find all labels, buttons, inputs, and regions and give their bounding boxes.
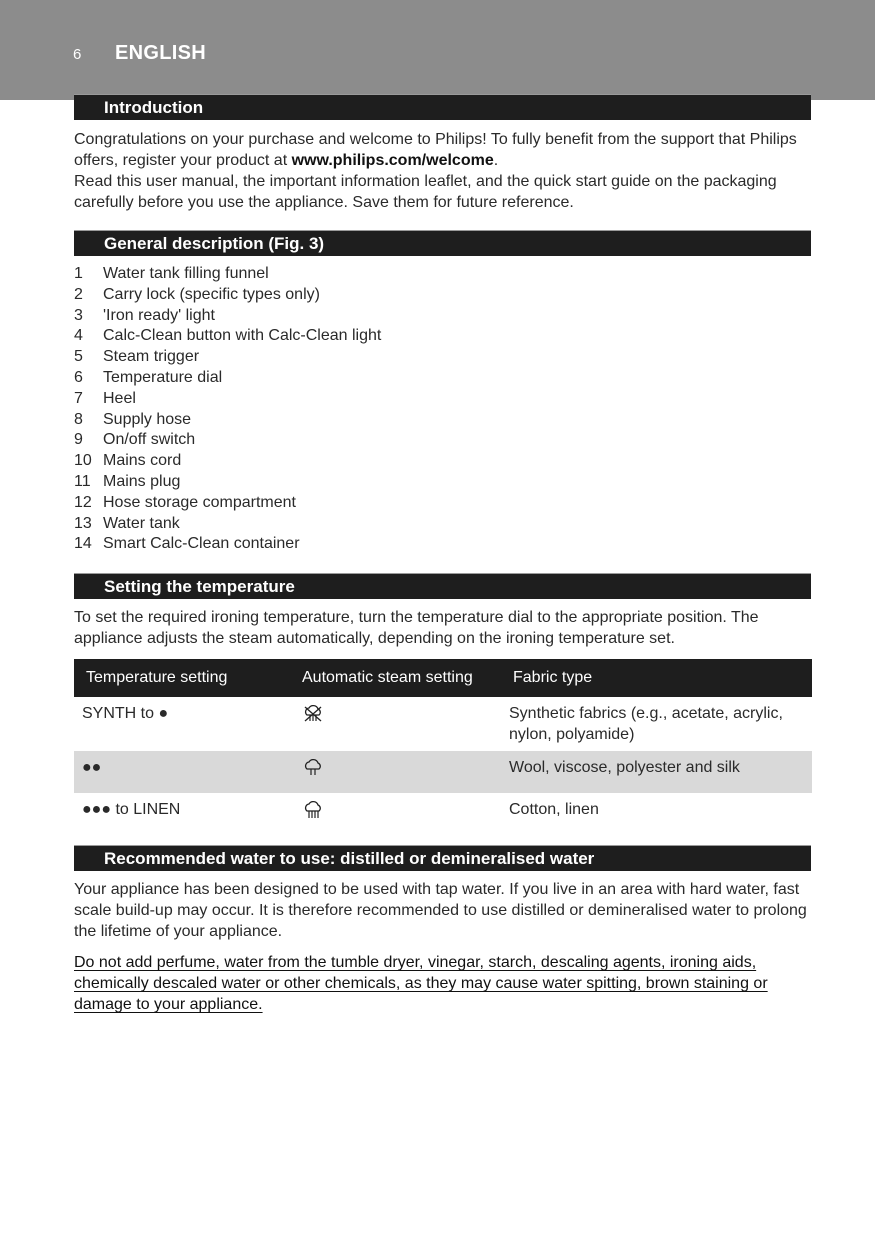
parts-list xyxy=(74,264,774,555)
list-item: 4 Calc-Clean button with Calc-Clean light xyxy=(74,327,382,345)
low-steam-icon xyxy=(302,759,324,783)
warning-text: Do not add perfume, water from the tumble dryer, vinegar, starch, descaling agents, ironing aids, chemically descaled water or other chemicals, as they may cause water spitting, brown staining or damage to your appliance. xyxy=(74,954,768,1013)
list-item: 6 Temperature dial xyxy=(74,368,223,386)
section-title: General description (Fig. 3) xyxy=(104,234,325,253)
fabric-type-cell: Synthetic fabrics (e.g., acetate, acrylic, nylon, polyamide) xyxy=(501,697,812,751)
intro-read-manual-text: Read this user manual, the important information leaflet, and the quick start guide on the packaging carefully before you use the appliance. Save them for future reference. xyxy=(74,173,777,211)
list-item: 11 Mains plug xyxy=(74,472,181,490)
fabric-type-cell: Cotton, linen xyxy=(501,793,812,837)
section-header-temperature xyxy=(74,573,811,599)
section-header-general-description xyxy=(74,230,811,256)
list-item: 3 'Iron ready' light xyxy=(74,306,215,324)
page-header-band xyxy=(0,0,875,100)
table-row xyxy=(74,793,812,837)
section-header-water xyxy=(74,845,811,871)
temperature-setting-cell: ●●● to LINEN xyxy=(74,793,290,837)
list-item: 8 Supply hose xyxy=(74,410,192,428)
high-steam-icon xyxy=(302,801,324,827)
table-row xyxy=(74,697,812,751)
list-item: 12 Hose storage compartment xyxy=(74,493,296,511)
water-warning xyxy=(74,952,814,1015)
list-item: 7 Heel xyxy=(74,389,136,407)
water-paragraph: Your appliance has been designed to be used with tap water. If you live in an area with hard water, fast scale build-up may occur. It is therefore recommended to use distilled or demineralised water to prolong the lifetime of your appliance. xyxy=(74,881,807,940)
welcome-link[interactable]: www.philips.com/welcome xyxy=(291,152,494,169)
temperature-table xyxy=(74,659,812,837)
list-item: 13 Water tank xyxy=(74,514,180,532)
temperature-setting-cell: SYNTH to ● xyxy=(74,697,290,751)
table-header-row xyxy=(74,659,812,697)
list-item: 2 Carry lock (specific types only) xyxy=(74,285,320,303)
temperature-paragraph: To set the required ironing temperature, turn the temperature dial to the appropriate position. The appliance adjusts the steam automatically, depending on the ironing temperature set. xyxy=(74,609,759,647)
section-header-introduction xyxy=(74,94,811,120)
list-item: 5 Steam trigger xyxy=(74,348,200,366)
no-steam-icon xyxy=(302,705,324,729)
page-number: 6 xyxy=(73,46,82,63)
list-item: 14 Smart Calc-Clean container xyxy=(74,535,300,553)
fabric-type-cell: Wool, viscose, polyester and silk xyxy=(501,751,812,793)
intro-paragraph: Congratulations on your purchase and welcome to Philips! To fully benefit from the support that Philips offers, register your product at www.philips.com/welcome. Read this user manual, the important information leaflet, and the quick start guide on the packaging carefully before you use the appliance. Save them for future reference. xyxy=(74,131,797,211)
list-item: 1 Water tank filling funnel xyxy=(74,265,269,282)
column-header: Automatic steam setting xyxy=(290,659,501,697)
list-item: 9 On/off switch xyxy=(74,431,196,449)
section-title: Introduction xyxy=(104,98,204,117)
language-title: ENGLISH xyxy=(115,42,206,64)
column-header: Fabric type xyxy=(501,659,812,697)
table-row xyxy=(74,751,812,793)
section-title: Recommended water to use: distilled or demineralised water xyxy=(104,849,595,868)
list-item: 10 Mains cord xyxy=(74,452,182,470)
temperature-setting-cell: ●● xyxy=(74,751,290,793)
column-header: Temperature setting xyxy=(74,659,290,697)
section-title: Setting the temperature xyxy=(104,577,295,596)
